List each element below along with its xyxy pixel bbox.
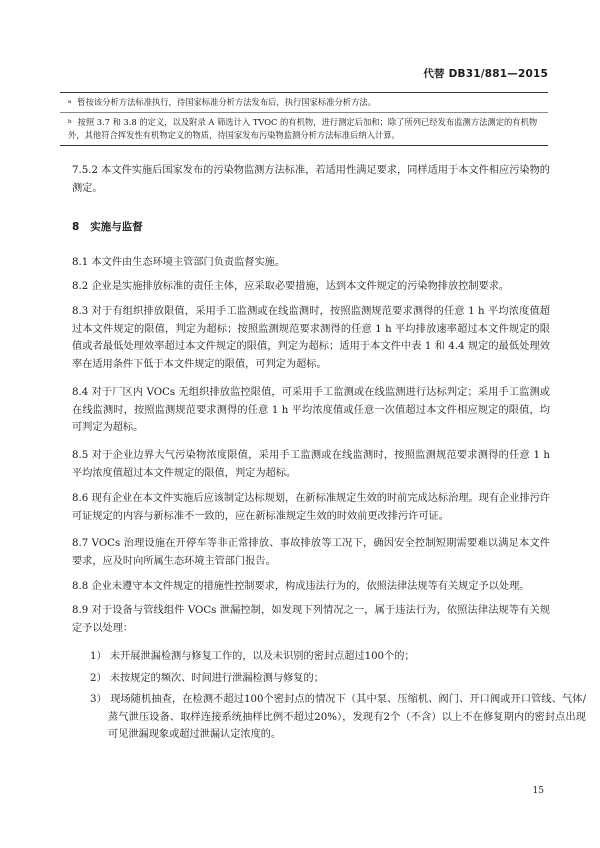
list-item: 1） 未开展泄漏检测与修复工作的，以及未识别的密封点超过100个的；: [90, 651, 415, 662]
note-mark: b: [68, 119, 72, 125]
paragraph-8-5: 8.5 对于企业边界大气污染物浓度限值，采用手工监测或在线监测时，按照监测规范要求测得的任意 1 h 平均浓度值超过本文件规定的限值，判定为超标。: [72, 450, 550, 479]
paragraph-8-3: 8.3 对于有组织排放限值，采用手工监测或在线监测时，按照监测规范要求测得的任意 1 h 平均浓度值超过本文件规定的限值，判定为超标；按照监测规范要求测得的任意 1 h 平均排放速率超过本文件规定的限值或者最低处理效率超过本文件规定的限值，判定为超标；适用于本文件中表 1 和 4.4 规定的最低处理效率在适用条件下低于本文件规定的限值，可判定为超标。: [72, 306, 550, 370]
note-a: [60, 93, 548, 112]
paragraph-8-7: 8.7 VOCs 治理设施在开停车等非正常排放、事故排放等工况下，确因安全控制短期需要难以满足本文件要求，应及时向所属生态环境主管部门报告。: [72, 538, 550, 567]
list-item: 3） 现场随机抽查，在检测不超过100个密封点的情况下（其中泵、压缩机、阀门、开口阀或开口管线、气体/蒸气泄压设备、取样连接系统抽样比例不超过20%），发现有2个（不含）以上不在修复期内的密封点出现可见泄漏现象或超过泄漏认定浓度的。: [90, 694, 586, 740]
table-notes: [60, 92, 548, 146]
paragraph-7-5-2: 7.5.2 本文件实施后国家发布的污染物监测方法标准，若适用性满足要求，同样适用于本文件相应污染物的测定。: [72, 165, 550, 194]
note-mark: a: [68, 99, 72, 105]
paragraph-8-2: 8.2 企业是实施排放标准的责任主体，应采取必要措施，达到本文件规定的污染物排放控制要求。: [72, 281, 510, 292]
note-text: 按照 3.7 和 3.8 的定义，以及附录 A 筛选计入 TVOC 的有机物，进行测定后加和；除了所列已经发布监测方法测定的有机物外，其他符合挥发性有机物定义的物质，待国家发布污染物监测分析方法标准后纳入计算。: [68, 117, 538, 140]
note-text: 暂按该分析方法标准执行，待国家标准分析方法发布后，执行国家标准分析方法。: [77, 97, 376, 107]
paragraph-8-8: 8.8 企业未遵守本文件规定的措施性控制要求，构成违法行为的，依照法律法规等有关规定予以处理。: [72, 581, 530, 592]
paragraph-8-1: 8.1 本文件由生态环境主管部门负责监督实施。: [72, 257, 286, 268]
section-heading-8: [72, 219, 550, 237]
list-item: 2） 未按规定的频次、时间进行泄漏检测与修复的；: [90, 673, 324, 684]
note-b: [60, 112, 548, 145]
section-title: 实施与监督: [90, 221, 143, 233]
document-code: 代替 DB31/881—2015: [423, 68, 548, 80]
paragraph-8-4: 8.4 对于厂区内 VOCs 无组织排放监控限值，可采用手工监测或在线监测进行达标判定；采用手工监测或在线监测时，按照监测规范要求测得的任意 1 h 平均浓度值或任意一次值超过本文件相应规定的限值，均可判定为超标。: [72, 387, 550, 433]
section-number: 8: [72, 221, 80, 233]
paragraph-8-6: 8.6 现有企业在本文件实施后应该制定达标规划，在新标准规定生效的时前完成达标治理。现有企业排污许可证规定的内容与新标准不一致的，应在新标准规定生效的时效前更改排污许可证。: [72, 493, 550, 522]
paragraph-8-9: 8.9 对于设备与管线组件 VOCs 泄漏控制，如发现下列情况之一，属于违法行为，依照法律法规等有关规定予以处理：: [72, 605, 550, 634]
page-number: 15: [532, 786, 544, 796]
